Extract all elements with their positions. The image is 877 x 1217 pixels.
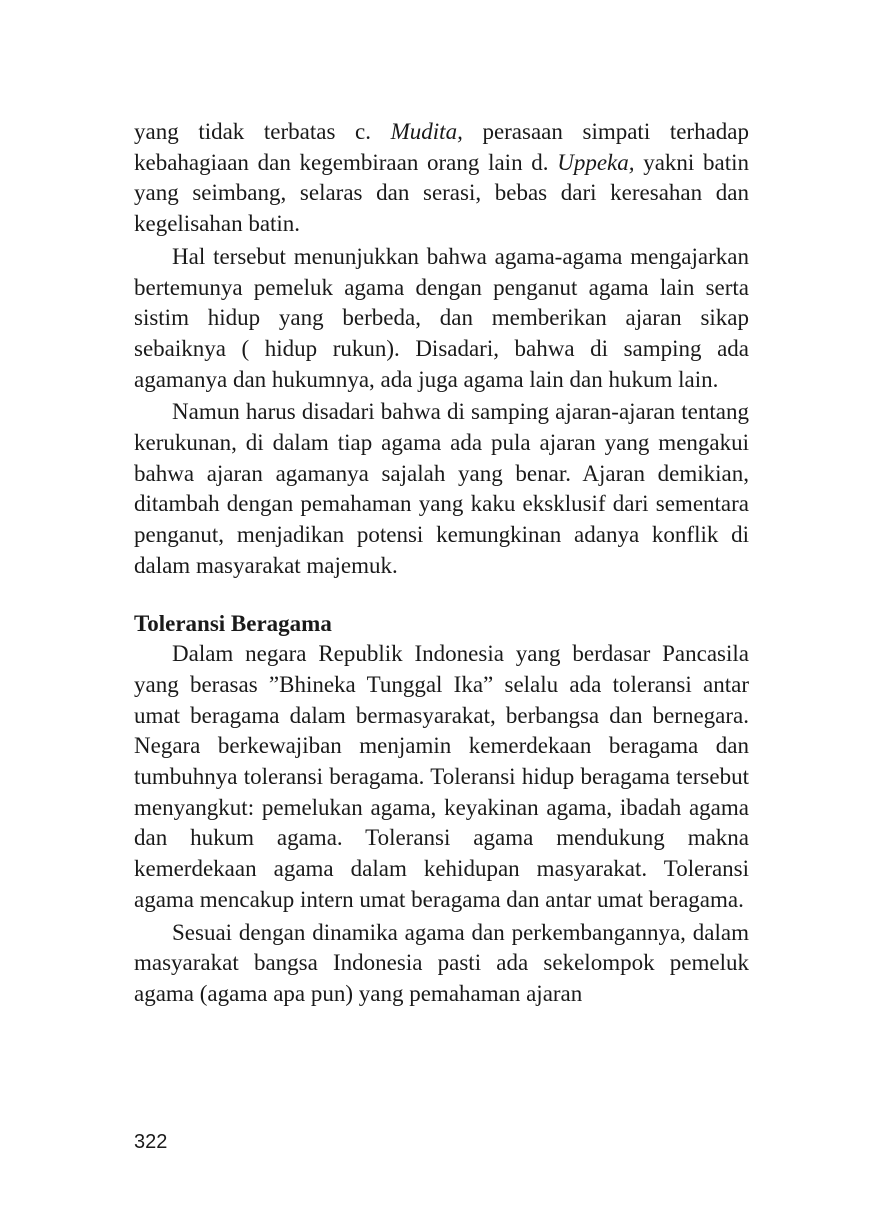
page-body (134, 117, 749, 1010)
paragraph: Namun harus disadari bahwa di samping ajaran-ajaran tentang kerukunan, di dalam tiap agama ada pula ajaran yang mengakui bahwa ajaran agamanya sajalah yang benar. Ajaran demikian, ditambah dengan pemahaman yang kaku eksklusif dari sementara penganut, menjadikan potensi kemungkinan adanya konflik di dalam masyarakat majemuk. (134, 399, 749, 578)
term-mudita: Mudita, (390, 119, 463, 144)
paragraph-text: yakni batin yang seimbang, selaras dan serasi, bebas dari keresahan dan kegelisahan batin. (134, 149, 749, 237)
paragraph: Sesuai dengan dinamika agama dan perkembangannya, dalam masyarakat bangsa Indonesia pasti ada sekelompok pemeluk agama (agama apa pun) yang pemahaman ajaran (134, 919, 749, 1006)
section-heading: Toleransi Beragama (134, 610, 332, 636)
paragraph: Dalam negara Republik Indonesia yang berdasar Pancasila yang berasas ”Bhineka Tunggal Ika” selalu ada toleransi antar umat beragama dalam bermasyarakat, berbangsa dan bernegara. Negara berkewajiban menjamin kemerdekaan beragama dan tumbuhnya toleransi beragama. Toleransi hidup beragama tersebut menyangkut: pemelukan agama, keyakinan agama, ibadah agama dan hukum agama. Toleransi agama mendukung makna kemerdekaan agama dalam kehidupan masyarakat. Toleransi agama mencakup intern umat beragama dan antar umat beragama. (134, 641, 749, 912)
paragraph-text: perasaan simpati terhadap kebahagiaan dan kegembiraan orang lain d. (134, 119, 750, 175)
page-number: 322 (134, 1131, 168, 1153)
paragraph: Hal tersebut menunjukkan bahwa agama-agama mengajarkan bertemunya pemeluk agama dengan penganut agama lain serta sistim hidup yang berbeda, dan memberikan ajaran sikap sebaiknya ( hidup rukun). Disadari, bahwa di samping ada agamanya dan hukumnya, ada juga agama lain dan hukum lain. (134, 243, 749, 392)
paragraph-continuation (134, 117, 749, 240)
term-uppeka: Uppeka, (557, 149, 635, 175)
paragraph-text: yang tidak terbatas c. (134, 119, 391, 144)
